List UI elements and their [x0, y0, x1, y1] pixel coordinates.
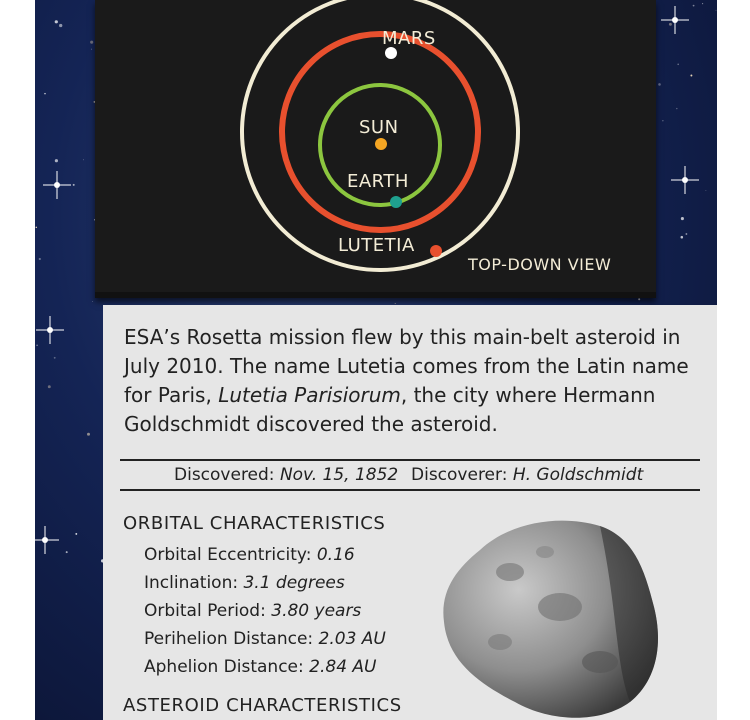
star	[716, 10, 717, 11]
orbit-diagram	[95, 0, 656, 298]
divider-bottom	[120, 489, 700, 491]
discovered-field	[174, 465, 398, 485]
star	[92, 301, 93, 302]
bright-star	[661, 6, 689, 34]
orbital-label: Orbital Eccentricity:	[144, 545, 312, 565]
intro-text-end: , the city where Hermann Goldschmidt discovered the asteroid.	[124, 383, 656, 436]
discovery-row	[120, 461, 700, 491]
asteroid-crater	[538, 593, 582, 621]
earth-label: EARTH	[347, 171, 409, 192]
asteroid-crater	[536, 546, 554, 558]
orbital-value: 3.1 degrees	[243, 573, 345, 593]
sun-label: SUN	[359, 117, 399, 138]
star	[75, 533, 77, 535]
bright-star	[43, 171, 71, 199]
star	[39, 258, 41, 260]
discovered-label: Discovered:	[174, 465, 275, 485]
orbit-diagram-panel	[95, 0, 656, 298]
star	[55, 159, 58, 162]
lutetia-label: LUTETIA	[338, 235, 415, 256]
bright-star	[35, 526, 59, 554]
star	[693, 5, 695, 7]
orbital-item	[144, 625, 386, 653]
asteroid-info-card	[103, 305, 717, 720]
discoverer-value: H. Goldschmidt	[512, 465, 644, 485]
star	[90, 41, 93, 44]
star	[638, 298, 640, 300]
orbital-heading: ORBITAL CHARACTERISTICS	[123, 513, 386, 534]
star	[87, 433, 90, 436]
star	[662, 120, 663, 121]
star	[690, 75, 692, 77]
mars-label: MARS	[382, 28, 436, 49]
orbital-label: Inclination:	[144, 573, 239, 593]
sun-marker	[375, 138, 387, 150]
star	[54, 357, 56, 359]
star	[83, 159, 84, 160]
orbital-list	[144, 541, 386, 681]
earth-marker	[390, 196, 402, 208]
star	[685, 233, 687, 235]
star	[36, 227, 37, 228]
orbital-item	[144, 569, 386, 597]
orbital-value: 2.03 AU	[318, 629, 386, 649]
star	[36, 344, 38, 346]
orbital-value: 3.80 years	[271, 601, 362, 621]
view-label: TOP-DOWN VIEW	[468, 255, 612, 274]
star	[48, 385, 51, 388]
discovered-value: Nov. 15, 1852	[279, 465, 399, 485]
star	[669, 23, 672, 26]
bright-star	[36, 316, 64, 344]
star	[73, 184, 75, 186]
orbital-label: Orbital Period:	[144, 601, 266, 621]
orbital-label: Aphelion Distance:	[144, 657, 304, 677]
star	[676, 108, 677, 109]
starfield-background	[35, 0, 717, 720]
asteroid-image	[440, 512, 670, 720]
bright-star	[671, 166, 699, 194]
intro-latin-name: Lutetia Parisiorum	[218, 383, 401, 407]
star	[55, 20, 58, 23]
discoverer-label: Discoverer:	[411, 465, 508, 485]
star	[44, 93, 46, 95]
star	[681, 236, 684, 239]
star	[59, 24, 62, 27]
asteroid-crater	[496, 563, 524, 581]
lutetia-marker	[430, 245, 442, 257]
star	[658, 83, 661, 86]
asteroid-crater	[488, 634, 512, 650]
discoverer-field	[411, 465, 643, 485]
intro-paragraph	[124, 323, 704, 439]
orbital-item	[144, 653, 386, 681]
orbital-label: Perihelion Distance:	[144, 629, 314, 649]
intro-text-start: ESA’s Rosetta mission flew by this main-belt asteroid in July 2010. The name Lutetia comes from the Latin name for Paris,	[124, 325, 689, 407]
orbital-item	[144, 597, 386, 625]
asteroid-crater	[582, 651, 618, 673]
orbital-item	[144, 541, 386, 569]
star	[706, 190, 707, 191]
star	[677, 64, 679, 66]
star	[91, 49, 92, 50]
star	[702, 3, 703, 4]
star	[395, 303, 396, 304]
asteroid-heading: ASTEROID CHARACTERISTICS	[123, 695, 402, 716]
orbital-value: 2.84 AU	[309, 657, 377, 677]
orbital-value: 0.16	[316, 545, 355, 565]
star	[681, 217, 684, 220]
star	[66, 551, 68, 553]
